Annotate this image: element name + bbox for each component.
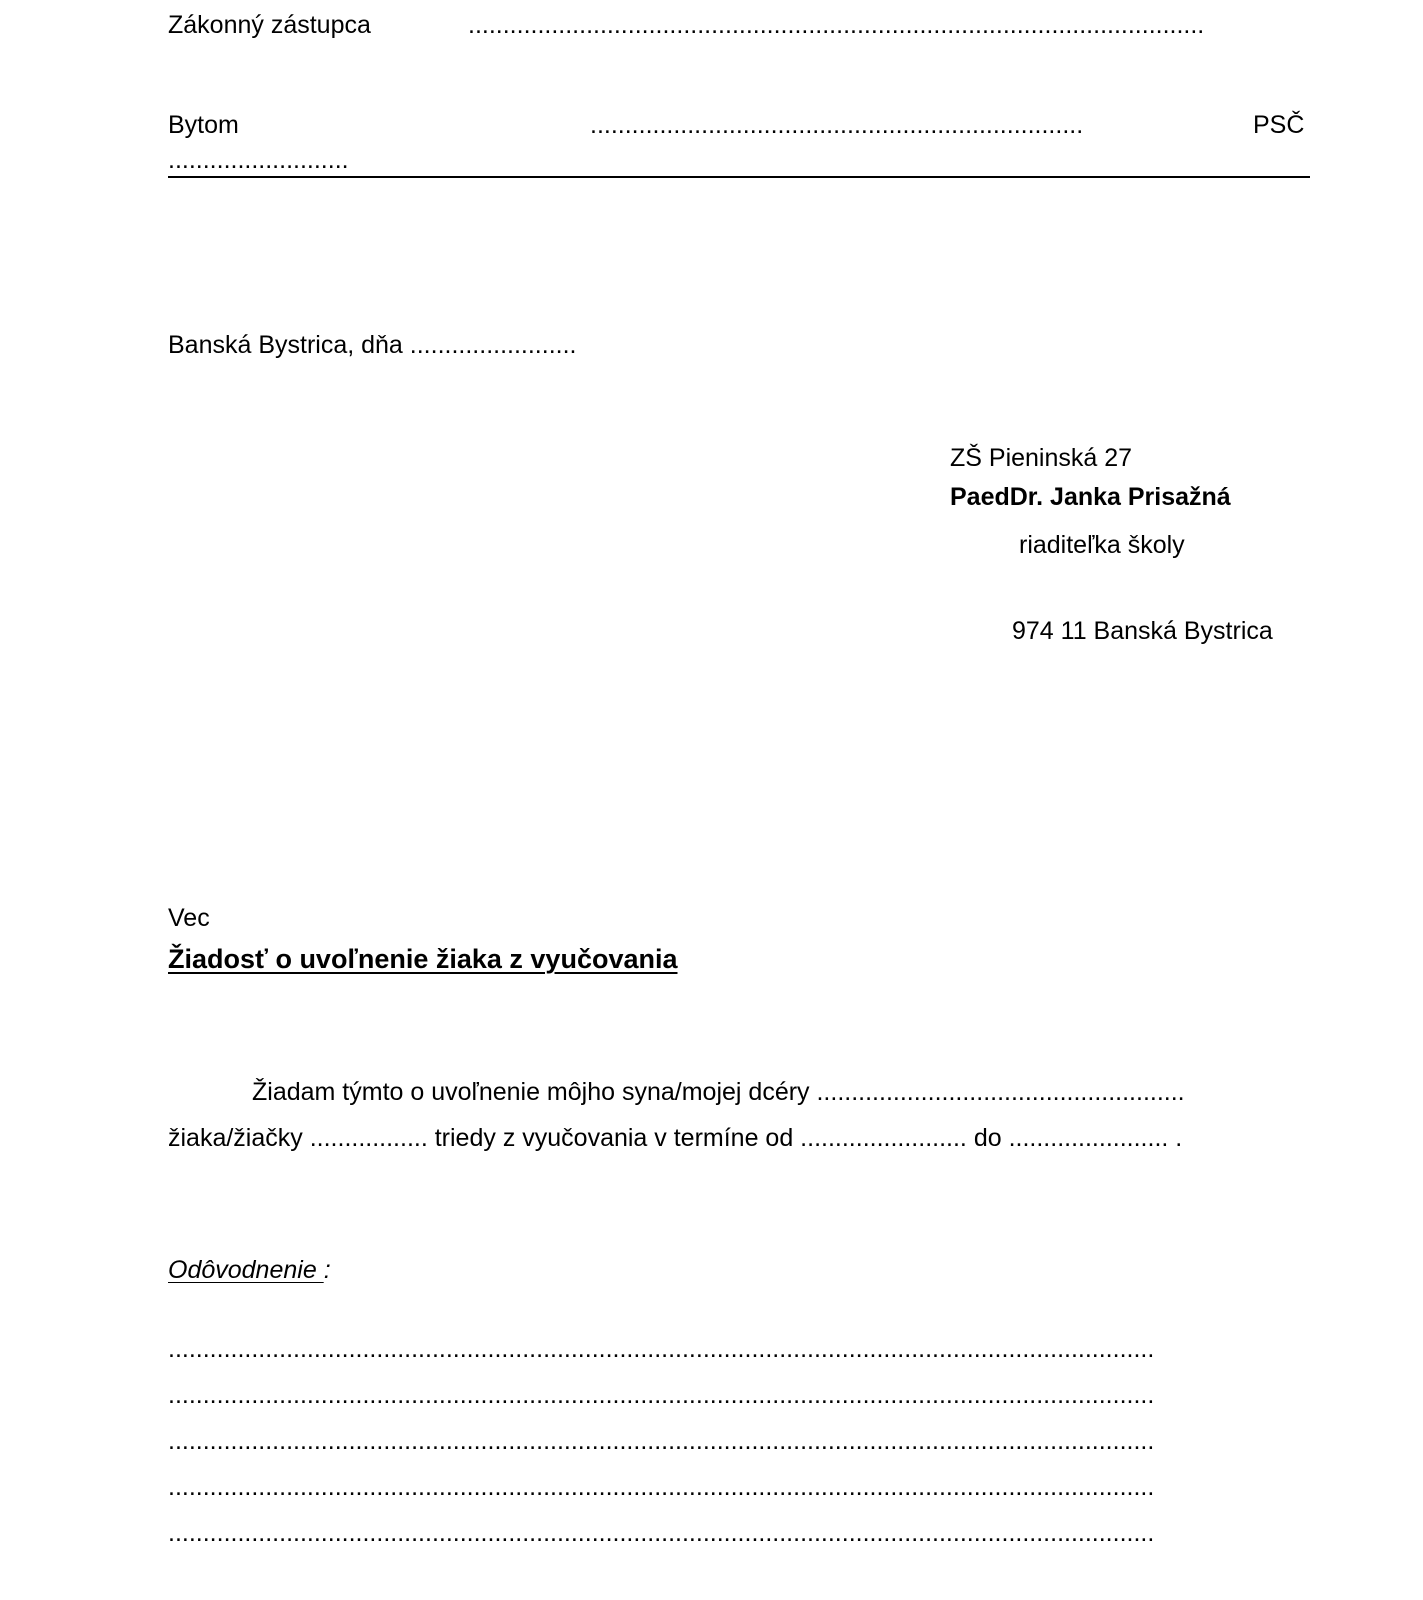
recipient-role: riaditeľka školy bbox=[1019, 531, 1185, 559]
subject-title: Žiadosť o uvoľnenie žiaka z vyučovania bbox=[168, 944, 678, 974]
reason-label: Odôvodnenie bbox=[168, 1256, 324, 1284]
recipient-city: 974 11 Banská Bystrica bbox=[1012, 617, 1273, 645]
recipient-school: ZŠ Pieninská 27 bbox=[950, 444, 1133, 472]
reason-colon: : bbox=[323, 1256, 331, 1284]
reason-fill-line[interactable]: .............................................................................................................................................. bbox=[168, 1381, 1155, 1409]
residence-label: Bytom bbox=[168, 111, 239, 139]
psc-label: PSČ bbox=[1253, 111, 1305, 139]
request-line-1[interactable]: Žiadam týmto o uvoľnenie môjho syna/mojej dcéry ..................................................... bbox=[252, 1078, 1185, 1106]
reason-fill-line[interactable]: .............................................................................................................................................. bbox=[168, 1427, 1155, 1455]
reason-fill-line[interactable]: .............................................................................................................................................. bbox=[168, 1519, 1155, 1547]
reason-heading bbox=[168, 1258, 331, 1283]
guardian-label: Zákonný zástupca bbox=[168, 11, 371, 39]
psc-fill-line[interactable]: .......................... bbox=[168, 146, 349, 174]
recipient-name: PaedDr. Janka Prisažná bbox=[950, 483, 1231, 511]
residence-fill-line[interactable]: ....................................................................... bbox=[590, 111, 1084, 139]
header-divider bbox=[168, 176, 1310, 178]
request-line-2[interactable]: žiaka/žiačky ................. triedy z vyučovania v termíne od ........................ do ....................... . bbox=[168, 1124, 1183, 1152]
reason-fill-line[interactable]: .............................................................................................................................................. bbox=[168, 1473, 1155, 1501]
subject-label: Vec bbox=[168, 904, 210, 932]
reason-fill-line[interactable]: .............................................................................................................................................. bbox=[168, 1335, 1155, 1363]
guardian-fill-line[interactable]: .......................................................................................................... bbox=[468, 11, 1205, 39]
place-date-line[interactable]: Banská Bystrica, dňa ........................ bbox=[168, 331, 577, 359]
